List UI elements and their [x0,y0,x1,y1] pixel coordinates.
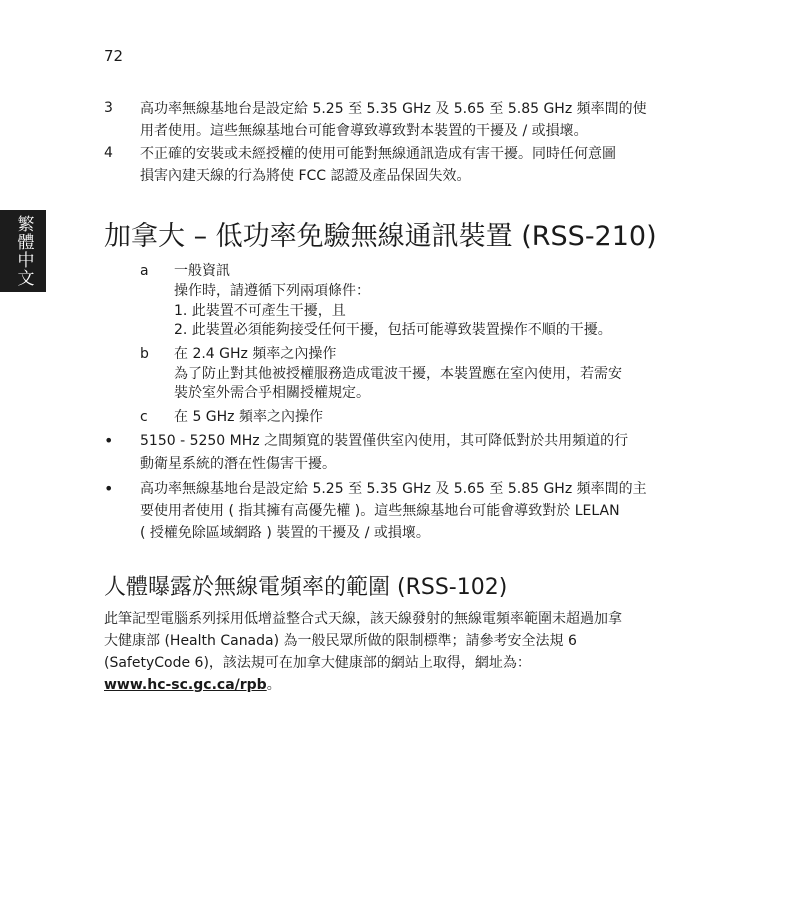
paragraph-line: (SafetyCode 6)，該法規可在加拿大健康部的網站上取得，網址為： [104,655,531,671]
sub-item-line: 為了防止對其他被授權服務造成電波干擾，本裝置應在室內使用，若需安 [174,366,622,382]
bullet-icon: • [104,431,114,450]
language-side-tab: 繁體中文 [0,210,46,292]
page-number: 72 [104,47,124,65]
sub-item-line: 在 5 GHz 頻率之內操作 [174,409,323,425]
section-heading-rss210: 加拿大 – 低功率免驗無線通訊裝置 (RSS-210) [104,221,657,252]
link-suffix: 。 [266,677,281,693]
sub-letter-c: c [140,409,148,425]
bullet-line: 要使用者使用 ( 指其擁有高優先權 )。這些無線基地台可能會導致對於 LELAN [140,503,620,519]
bullet-line: 動衛星系統的潛在性傷害干擾。 [140,456,336,472]
paragraph-line: 此筆記型電腦系列採用低增益整合式天線，該天線發射的無線電頻率範圍未超過加拿 [104,611,622,627]
sub-item-line: 操作時，請遵循下列兩項條件： [174,283,370,299]
sub-item-line: 在 2.4 GHz 頻率之內操作 [174,346,337,362]
bullet-line: ( 授權免除區域網路 ) 裝置的干擾及 / 或損壞。 [140,525,430,541]
bullet-line: 高功率無線基地台是設定給 5.25 至 5.35 GHz 及 5.65 至 5.85 GHz 頻率間的主 [140,481,647,497]
bullet-icon: • [104,479,114,498]
sub-letter-b: b [140,346,149,362]
paragraph-line [104,674,281,696]
list-number: 3 [104,100,113,116]
paragraph-line: 大健康部 (Health Canada) 為一般民眾所做的限制標準；請參考安全法規 6 [104,633,577,649]
sub-item-line: 2. 此裝置必須能夠接受任何干擾，包括可能導致裝置操作不順的干擾。 [174,322,612,338]
health-canada-link[interactable]: www.hc-sc.gc.ca/rpb [104,677,267,693]
sub-letter-a: a [140,263,149,279]
sub-item-line: 一般資訊 [174,263,230,279]
section-heading-rss102: 人體曝露於無線電頻率的範圍 (RSS-102) [104,575,508,600]
list-item-line: 不正確的安裝或未經授權的使用可能對無線通訊造成有害干擾。同時任何意圖 [140,146,616,162]
bullet-line: 5150 - 5250 MHz 之間頻寬的裝置僅供室內使用，其可降低對於共用頻道的行 [140,433,629,449]
list-item-line: 損害內建天線的行為將使 FCC 認證及產品保固失效。 [140,168,471,184]
sub-item-line: 裝於室外需合乎相關授權規定。 [174,385,370,401]
sub-item-line: 1. 此裝置不可產生干擾，且 [174,303,346,319]
list-item-line: 用者使用。這些無線基地台可能會導致導致對本裝置的干擾及 / 或損壞。 [140,123,588,139]
list-item-line: 高功率無線基地台是設定給 5.25 至 5.35 GHz 及 5.65 至 5.85 GHz 頻率間的使 [140,101,647,117]
list-number: 4 [104,145,113,161]
